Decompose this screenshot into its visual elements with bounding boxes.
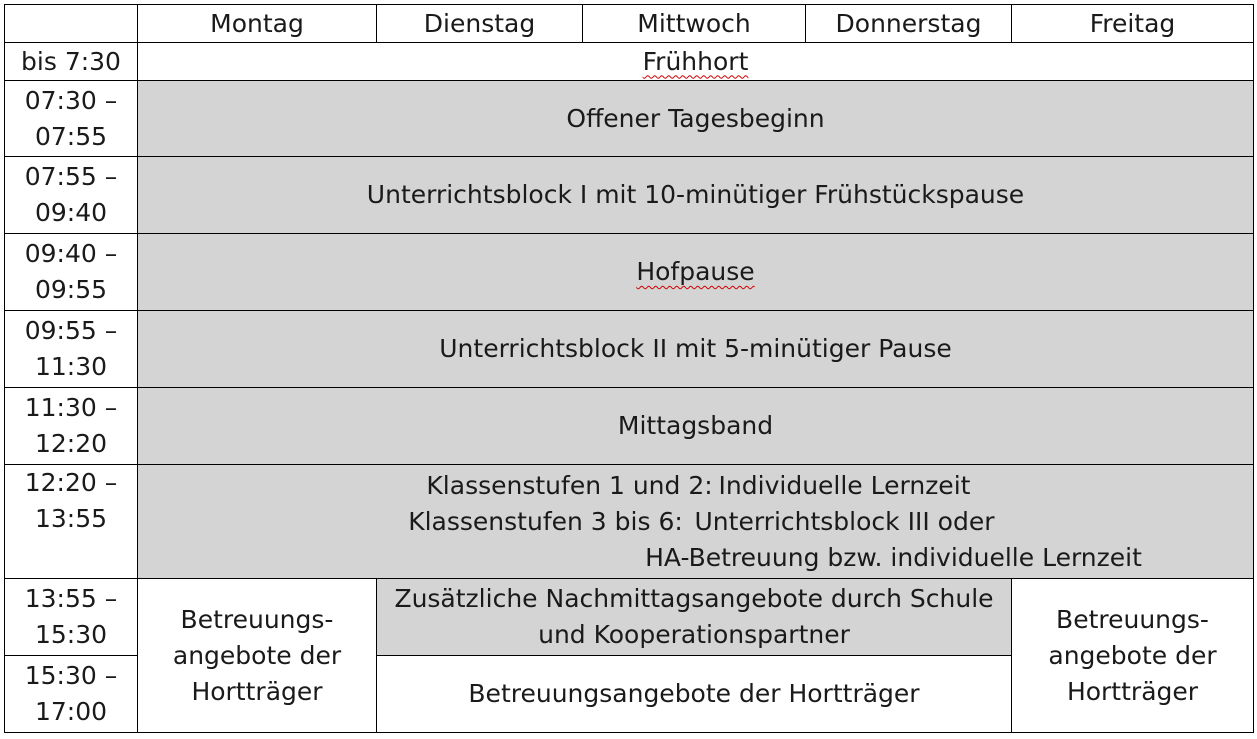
header-day-montag: Montag: [138, 5, 377, 43]
activity-label: Frühhort: [642, 46, 749, 76]
header-day-mittwoch: Mittwoch: [583, 5, 806, 43]
hort-text-line: angebote der: [172, 640, 342, 670]
class-group-activity: Individuelle Lernzeit: [718, 470, 971, 500]
school-timetable: [4, 4, 1254, 733]
row-block2: [5, 311, 1254, 388]
header-day-dienstag: Dienstag: [377, 5, 583, 43]
time-end: 17:00: [34, 697, 108, 726]
class-group-activity: Unterrichtsblock III oder: [694, 506, 995, 536]
row-lernzeit: [5, 465, 1254, 579]
time-start: 13:55 –: [24, 584, 118, 613]
activity-nachmittagsangebote: [377, 579, 1012, 656]
row-nachmittag-1: [5, 579, 1254, 656]
time-start: 09:40 –: [24, 239, 118, 268]
row-fruehhort: [5, 43, 1254, 81]
activity-tagesbeginn: Offener Tagesbeginn: [138, 81, 1254, 157]
timetable-container: [4, 4, 1254, 733]
hort-text-line: angebote der: [1048, 640, 1217, 670]
time-cell: [5, 388, 138, 465]
time-end: 07:55: [34, 121, 108, 151]
activity-hort-montag: [138, 579, 377, 733]
angebot-text-line: Zusätzliche Nachmittagsangebote durch Schule: [394, 584, 994, 613]
time-end: 15:30: [34, 620, 108, 649]
header-day-donnerstag: Donnerstag: [806, 5, 1012, 43]
time-cell: [5, 656, 138, 733]
angebot-text-line: und Kooperationspartner: [538, 620, 850, 649]
class-group-label: Klassenstufen 3 bis 6:: [408, 506, 683, 536]
hort-text-line: Betreuungs-: [180, 604, 334, 634]
time-start: 07:55 –: [24, 162, 118, 191]
time-cell: [5, 311, 138, 388]
time-end: 12:20: [34, 429, 108, 458]
time-start: 09:55 –: [24, 316, 118, 345]
row-tagesbeginn: [5, 81, 1254, 157]
header-day-freitag: Freitag: [1012, 5, 1254, 43]
activity-hort-freitag: [1012, 579, 1254, 733]
activity-block2: Unterrichtsblock II mit 5-minütiger Pause: [138, 311, 1254, 388]
header-row: [5, 5, 1254, 43]
time-cell: [5, 157, 138, 234]
activity-lernzeit: [138, 465, 1254, 579]
activity-block1: Unterrichtsblock I mit 10-minütiger Frühstückspause: [138, 157, 1254, 234]
lernzeit-line-1: [138, 468, 1253, 504]
row-block1: [5, 157, 1254, 234]
activity-hort-mitte: Betreuungsangebote der Hortträger: [377, 656, 1012, 733]
time-cell: [5, 234, 138, 311]
lernzeit-line-3: HA-Betreuung bzw. individuelle Lernzeit: [645, 542, 1142, 572]
time-cell: [5, 81, 138, 157]
time-end: 09:40: [34, 198, 108, 227]
time-start: 11:30 –: [24, 393, 118, 422]
class-group-label: Klassenstufen 1 und 2:: [426, 470, 713, 500]
header-corner-cell: [5, 5, 138, 43]
time-cell: [5, 579, 138, 656]
time-cell: bis 7:30: [5, 43, 138, 81]
time-end: 09:55: [34, 275, 108, 304]
hort-text-line: Betreuungs-: [1056, 604, 1209, 634]
hort-text-line: Hortträger: [191, 676, 323, 706]
time-end: 11:30: [34, 352, 108, 381]
activity-fruehhort: [138, 43, 1254, 81]
time-start: 12:20 –: [24, 468, 118, 497]
row-mittagsband: [5, 388, 1254, 465]
lernzeit-line-2: [138, 504, 1253, 540]
time-end: 13:55: [34, 504, 108, 533]
row-hofpause: [5, 234, 1254, 311]
time-start: 15:30 –: [24, 661, 118, 690]
activity-hofpause: [138, 234, 1254, 311]
time-start: 07:30 –: [24, 85, 118, 115]
time-cell: [5, 465, 138, 579]
activity-mittagsband: Mittagsband: [138, 388, 1254, 465]
hort-text-line: Hortträger: [1066, 676, 1199, 706]
activity-label: Hofpause: [636, 257, 755, 286]
